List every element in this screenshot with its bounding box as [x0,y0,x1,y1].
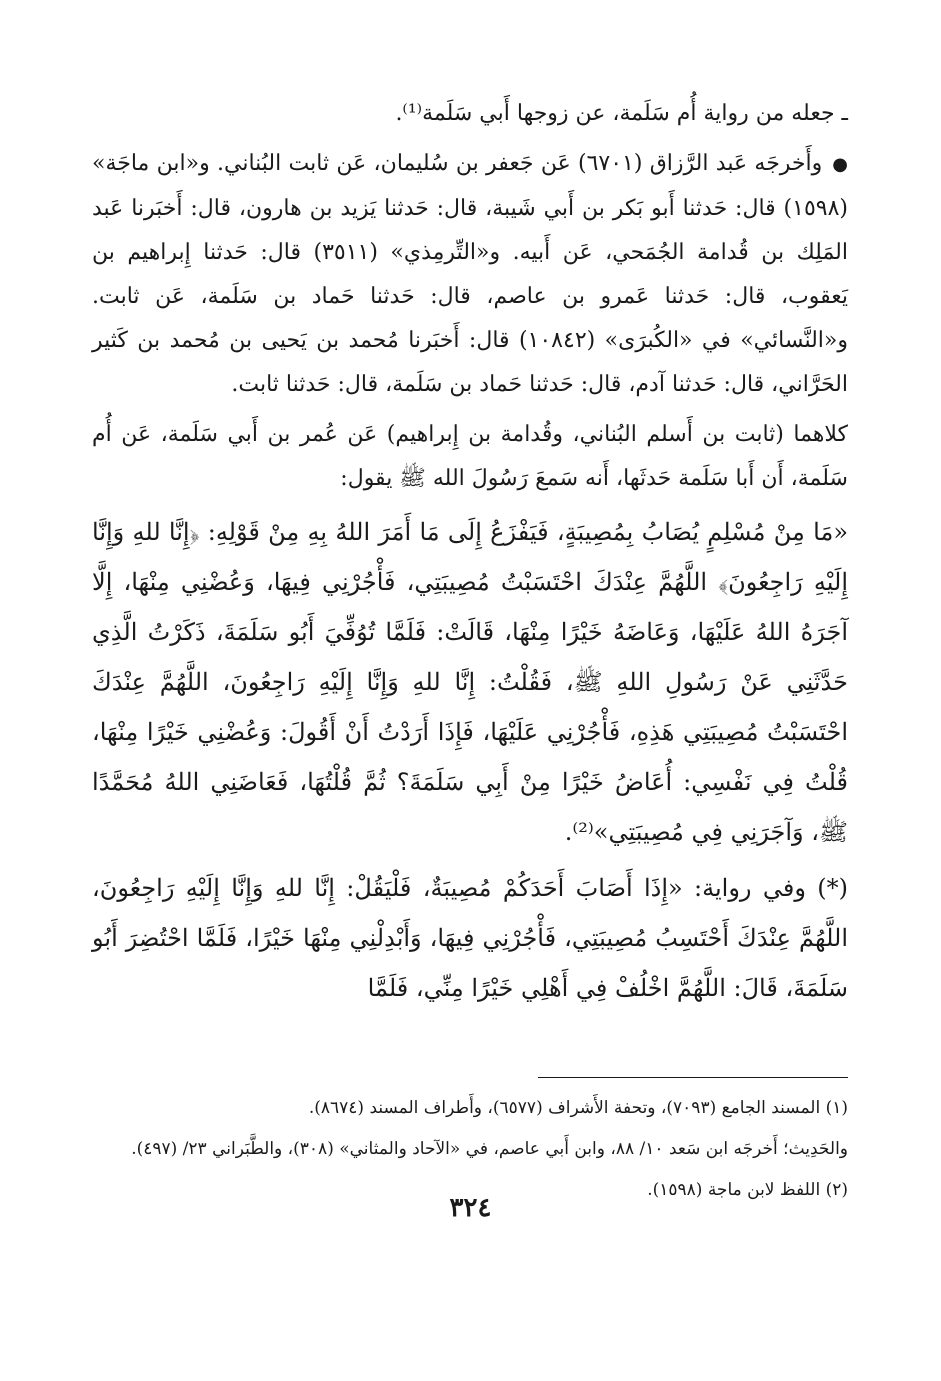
main-text [92,92,848,1013]
paragraph-2-text: وأَخرجَه عَبد الرَّزاق (٦٧٠١) عَن جَعفر بن سُليمان، عَن ثابت البُناني. و«ابن ماجَة» (١٥٩٨) قال: حَدثنا أَبو بَكر بن أَبي شَيبة، قال: حَدثنا يَزيد بن هارون، قال: أَخبَرنا عَبد المَلِك بن قُدامة الجُمَحي، عَن أَبيه. و«التِّرمِذي» (٣٥١١) قال: حَدثنا إِبراهيم بن يَعقوب، قال: حَدثنا عَمرو بن عاصم، قال: حَدثنا حَماد بن سَلَمة، عَن ثابت. و«النَّسائي» في «الكُبرَى» (١٠٨٤٢) قال: أَخبَرنا مُحمد بن يَحيى بن مُحمد بن كَثير الحَرَّاني، قال: حَدثنا آدم، قال: حَدثنا حَماد بن سَلَمة، قال: حَدثنا ثابت. [92,151,848,397]
footnote-divider [538,1077,848,1078]
footnote-1: (١) المسند الجامع (٧٠٩٣)، وتحفة الأَشراف (٦٥٧٧)، وأَطراف المسند (٨٦٧٤). [308,1098,848,1118]
paragraph-3: كلاهما (ثابت بن أَسلم البُناني، وقُدامة بن إِبراهيم) عَن عُمر بن أَبي سَلَمة، عَن أُم سَلَمة، أَن أَبا سَلَمة حَدثَها، أَنه سَمعَ رَسُولَ الله ﷺ يقول: [92,422,848,491]
paragraph-1: ـ جعله من رواية أُم سَلَمة، عن زوجها أَبي سَلَمة⁽¹⁾. [395,101,848,126]
footnote-1-continuation: والحَدِيث؛ أَخرجَه ابن سَعد ١٠/ ٨٨، وابن أَبي عاصم، في «الآحاد والمثاني» (٣٠٨)، والطَّبَراني ٢٣/ (٤٩٧). [131,1139,848,1159]
hadith-variant: (*) وفي رواية: «إِذَا أَصَابَ أَحَدَكُمْ مُصِيبَةٌ، فَلْيَقُلْ: إِنَّا للهِ وَإِنَّا إِلَيْهِ رَاجِعُونَ، اللَّهُمَّ عِنْدَكَ أَحْتَسِبُ مُصِيبَتِي، فَأْجُرْنِي فِيهَا، وَأَبْدِلْنِي مِنْهَا خَيْرًا، فَلَمَّا احْتُضِرَ أَبُو سَلَمَةَ، قَالَ: اللَّهُمَّ اخْلُفْ فِي أَهْلِي خَيْرًا مِنِّي، فَلَمَّا [92,874,848,1002]
hadith-text: «مَا مِنْ مُسْلِمٍ يُصَابُ بِمُصِيبَةٍ، فَيَفْزَعُ إِلَى مَا أَمَرَ اللهُ بِهِ مِنْ قَوْلِهِ: ﴿إِنَّا للهِ وَإِنَّا إِلَيْهِ رَاجِعُونَ﴾ اللَّهُمَّ عِنْدَكَ احْتَسَبْتُ مُصِيبَتِي، فَأْجُرْنِي فِيهَا، وَعُضْنِي مِنْهَا، إِلَّا آجَرَهُ اللهُ عَلَيْهَا، وَعَاضَهُ خَيْرًا مِنْهَا، قَالَتْ: فَلَمَّا تُوُفِّيَ أَبُو سَلَمَةَ، ذَكَرْتُ الَّذِي حَدَّثَنِي عَنْ رَسُولِ اللهِ ﷺ، فَقُلْتُ: إِنَّا للهِ وَإِنَّا إِلَيْهِ رَاجِعُونَ، اللَّهُمَّ عِنْدَكَ احْتَسَبْتُ مُصِيبَتِي هَذِهِ، فَأْجُرْنِي عَلَيْهَا، فَإِذَا أَرَدْتُ أَنْ أَقُولَ: وَعُضْنِي خَيْرًا مِنْهَا، قُلْتُ فِي نَفْسِي: أُعَاضُ خَيْرًا مِنْ أَبِي سَلَمَةَ؟ ثُمَّ قُلْتُهَا، فَعَاضَنِي اللهُ مُحَمَّدًا ﷺ، وَآجَرَنِي فِي مُصِيبَتِي»⁽²⁾. [92,518,848,846]
paragraph-2 [92,142,848,407]
footnote-2: (٢) اللفظ لابن ماجة (١٥٩٨). [647,1180,848,1200]
bullet-icon: ● [832,154,848,175]
page-number: ٣٢٤ [449,1193,492,1223]
book-page [92,92,848,1200]
